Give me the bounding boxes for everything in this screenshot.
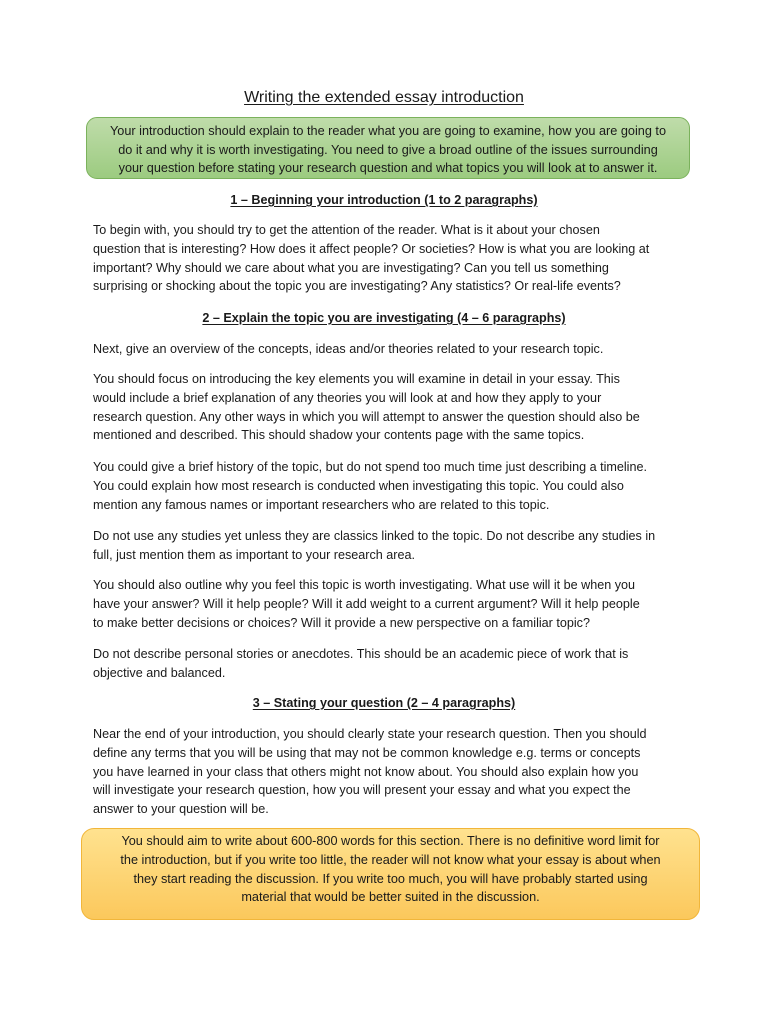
note-line: the introduction, but if you write too little, the reader will not know what your essay is about when [120, 852, 661, 867]
note-line: they start reading the discussion. If you write too much, you will have probably started using [133, 871, 648, 886]
paragraph-line: You could explain how most research is conducted when investigating this topic. You could also [93, 478, 624, 493]
paragraph [93, 527, 683, 565]
intro-line: your question before stating your research question and what topics you will look at to answer it. [118, 161, 658, 175]
paragraph-line: full, just mention them as important to your research area. [93, 547, 415, 562]
paragraph-line: Do not use any studies yet unless they are classics linked to the topic. Do not describe any studies in [93, 529, 656, 543]
paragraph [93, 725, 683, 819]
paragraph-line: would include a brief explanation of any theories you will look at and how they apply to your [93, 390, 602, 405]
section-heading-beginning: 1 – Beginning your introduction (1 to 2 paragraphs) [230, 193, 538, 207]
paragraph-line: question that is interesting? How does it affect people? Or societies? How is what you are looking at [93, 241, 650, 256]
paragraph [93, 576, 683, 632]
paragraph-line: You should focus on introducing the key elements you will examine in detail in your essay. This [93, 372, 620, 386]
paragraph-line: Do not describe personal stories or anecdotes. This should be an academic piece of work that is [93, 647, 629, 661]
document-title: Writing the extended essay introduction [244, 89, 524, 106]
intro-callout-box [86, 117, 690, 179]
paragraph-line: important? Why should we care about what you are investigating? Can you tell us something [93, 260, 609, 275]
paragraph-line: You should also outline why you feel this topic is worth investigating. What use will it be when you [93, 578, 636, 592]
paragraph [93, 645, 683, 683]
paragraph-line: Next, give an overview of the concepts, ideas and/or theories related to your research topic. [93, 342, 604, 356]
paragraph [93, 221, 683, 296]
paragraph-line: you have learned in your class that others might not know about. You should also explain how you [93, 764, 639, 779]
paragraph-line: answer to your question will be. [93, 802, 269, 817]
paragraph-line: surprising or shocking about the topic you are investigating? Any statistics? Or real-life events? [93, 279, 621, 294]
word-count-note-box [81, 828, 700, 920]
paragraph-line: have your answer? Will it help people? Will it add weight to a current argument? Will it help people [93, 596, 640, 611]
intro-line: Your introduction should explain to the reader what you are going to examine, how you are going to [109, 124, 667, 138]
section-heading-stating-question: 3 – Stating your question (2 – 4 paragraphs) [252, 696, 516, 710]
paragraph [93, 370, 683, 445]
note-line: material that would be better suited in the discussion. [241, 890, 540, 905]
paragraph [93, 340, 683, 359]
note-line: You should aim to write about 600-800 words for this section. There is no definitive word limit for [121, 834, 660, 848]
paragraph-line: Near the end of your introduction, you should clearly state your research question. Then you should [93, 727, 647, 741]
section-heading-explain-topic: 2 – Explain the topic you are investigating (4 – 6 paragraphs) [202, 311, 566, 325]
intro-line: do it and why it is worth investigating. You need to give a broad outline of the issues surrounding [118, 142, 658, 157]
paragraph-line: will investigate your research question, how you will present your essay and what you expect the [93, 783, 631, 798]
paragraph-line: You could give a brief history of the topic, but do not spend too much time just describing a timeline. [93, 460, 647, 474]
paragraph-line: mentioned and described. This should shadow your contents page with the same topics. [93, 428, 585, 443]
paragraph-line: to make better decisions or choices? Will it provide a new perspective on a familiar topic? [93, 615, 590, 630]
paragraph [93, 458, 683, 514]
paragraph-line: objective and balanced. [93, 665, 226, 680]
paragraph-line: research question. Any other ways in which you will attempt to answer the question should also be [93, 409, 640, 424]
paragraph-line: define any terms that you will be using that may not be common knowledge e.g. terms or concepts [93, 745, 641, 760]
paragraph-line: mention any famous names or important researchers who are related to this topic. [93, 497, 550, 512]
paragraph-line: To begin with, you should try to get the attention of the reader. What is it about your chosen [93, 223, 600, 237]
